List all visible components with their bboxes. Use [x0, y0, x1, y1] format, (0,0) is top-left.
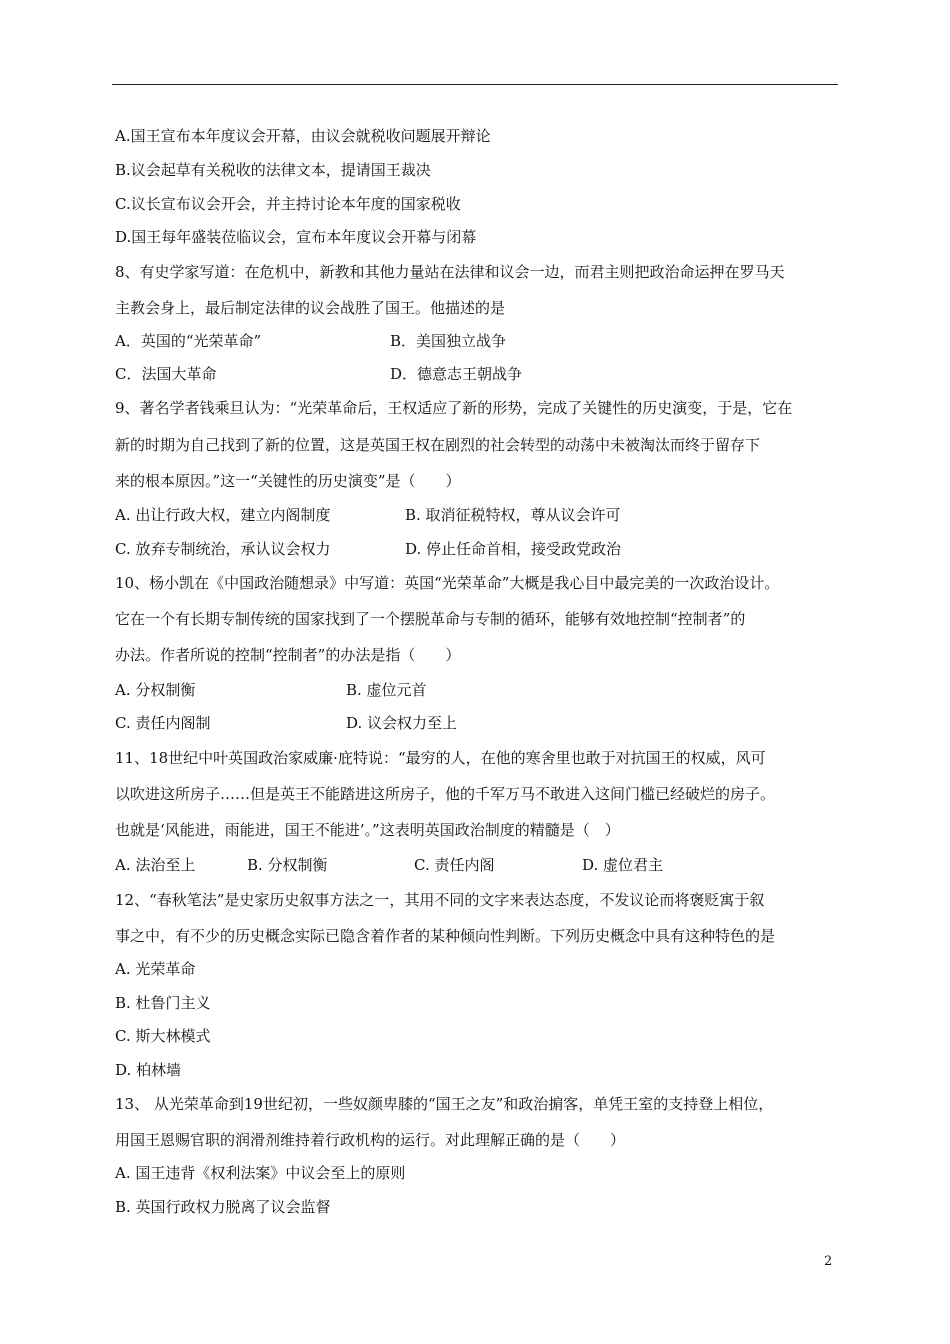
- q13-stem-line1: 13、 从光荣革命到19世纪初，一些奴颜卑膝的“国王之友”和政治掮客，单凭王室的支持登上相位，: [115, 1095, 774, 1113]
- q7-option-d: D.国王每年盛装莅临议会，宣布本年度议会开幕与闭幕: [115, 228, 477, 246]
- q10-option-c: C. 责任内阁制: [115, 714, 211, 732]
- page-number: 2: [824, 1254, 833, 1269]
- q11-option-c: C. 责任内阁: [414, 856, 495, 874]
- q7-option-a: A.国王宣布本年度议会开幕，由议会就税收问题展开辩论: [115, 127, 491, 145]
- q12-option-c: C. 斯大林模式: [115, 1027, 211, 1045]
- q9-option-b: B. 取消征税特权，尊从议会许可: [405, 506, 621, 524]
- q9-stem-line2: 新的时期为自己找到了新的位置，这是英国王权在剧烈的社会转型的动荡中未被淘汰而终于留存下: [115, 436, 761, 454]
- q7-option-c: C.议长宣布议会开会，并主持讨论本年度的国家税收: [115, 195, 461, 213]
- q8-option-d: D．德意志王朝战争: [390, 365, 523, 383]
- q9-stem-line3: 来的根本原因。”这一“关键性的历史演变”是（ ）: [115, 472, 461, 490]
- q8-stem-line2: 主教会身上，最后制定法律的议会战胜了国王。他描述的是: [115, 299, 506, 317]
- q11-option-d: D. 虚位君主: [582, 856, 664, 874]
- q11-option-b: B. 分权制衡: [247, 856, 328, 874]
- q12-option-d: D. 柏林墙: [115, 1061, 182, 1079]
- q12-option-a: A. 光荣革命: [115, 960, 196, 978]
- q10-option-a: A. 分权制衡: [115, 681, 196, 699]
- q8-option-a: A．英国的“光荣革命”: [115, 332, 262, 350]
- q7-option-b: B.议会起草有关税收的法律文本，提请国王裁决: [115, 161, 431, 179]
- q13-stem-line2: 用国王恩赐官职的润滑剂维持着行政机构的运行。对此理解正确的是（ ）: [115, 1131, 626, 1149]
- q10-stem-line1: 10、杨小凯在《中国政治随想录》中写道：英国“光荣革命”大概是我心目中最完美的一次政治设计。: [115, 574, 780, 592]
- q9-option-a: A. 出让行政大权，建立内阁制度: [115, 506, 331, 524]
- q9-option-c: C. 放弃专制统治，承认议会权力: [115, 540, 331, 558]
- q8-option-c: C．法国大革命: [115, 365, 217, 383]
- q12-stem-line2: 事之中，有不少的历史概念实际已隐含着作者的某种倾向性判断。下列历史概念中具有这种特色的是: [115, 927, 776, 945]
- q8-option-b: B．美国独立战争: [390, 332, 507, 350]
- q11-option-a: A. 法治至上: [115, 856, 196, 874]
- q9-option-d: D. 停止任命首相，接受政党政治: [405, 540, 622, 558]
- q12-stem-line1: 12、“春秋笔法”是史家历史叙事方法之一，其用不同的文字来表达态度，不发议论而将褒贬寓于叙: [115, 891, 765, 909]
- q10-stem-line2: 它在一个有长期专制传统的国家找到了一个摆脱革命与专制的循环，能够有效地控制“控制者”的: [115, 610, 746, 628]
- q11-stem-line3: 也就是‘风能进，雨能进，国王不能进’。”这表明英国政治制度的精髓是（ ）: [115, 821, 620, 839]
- q11-stem-line2: 以吹进这所房子……但是英王不能踏进这所房子，他的千军万马不敢进入这间门槛已经破烂的房子。: [115, 785, 776, 803]
- q13-option-b: B. 英国行政权力脱离了议会监督: [115, 1198, 331, 1216]
- q10-stem-line3: 办法。作者所说的控制“控制者”的办法是指（ ）: [115, 646, 461, 664]
- q11-stem-line1: 11、18世纪中叶英国政治家威廉·庇特说：“最穷的人，在他的寒舍里也敢于对抗国王的权威，风可: [115, 749, 766, 767]
- q10-option-d: D. 议会权力至上: [346, 714, 458, 732]
- header-rule: [112, 84, 838, 85]
- q10-option-b: B. 虚位元首: [346, 681, 427, 699]
- q9-stem-line1: 9、著名学者钱乘旦认为：“光荣革命后，王权适应了新的形势，完成了关键性的历史演变，于是，它在: [115, 399, 793, 417]
- q13-option-a: A. 国王违背《权利法案》中议会至上的原则: [115, 1164, 406, 1182]
- q12-option-b: B. 杜鲁门主义: [115, 994, 211, 1012]
- q8-stem-line1: 8、有史学家写道：在危机中，新教和其他力量站在法律和议会一边，而君主则把政治命运押在罗马天: [115, 263, 785, 281]
